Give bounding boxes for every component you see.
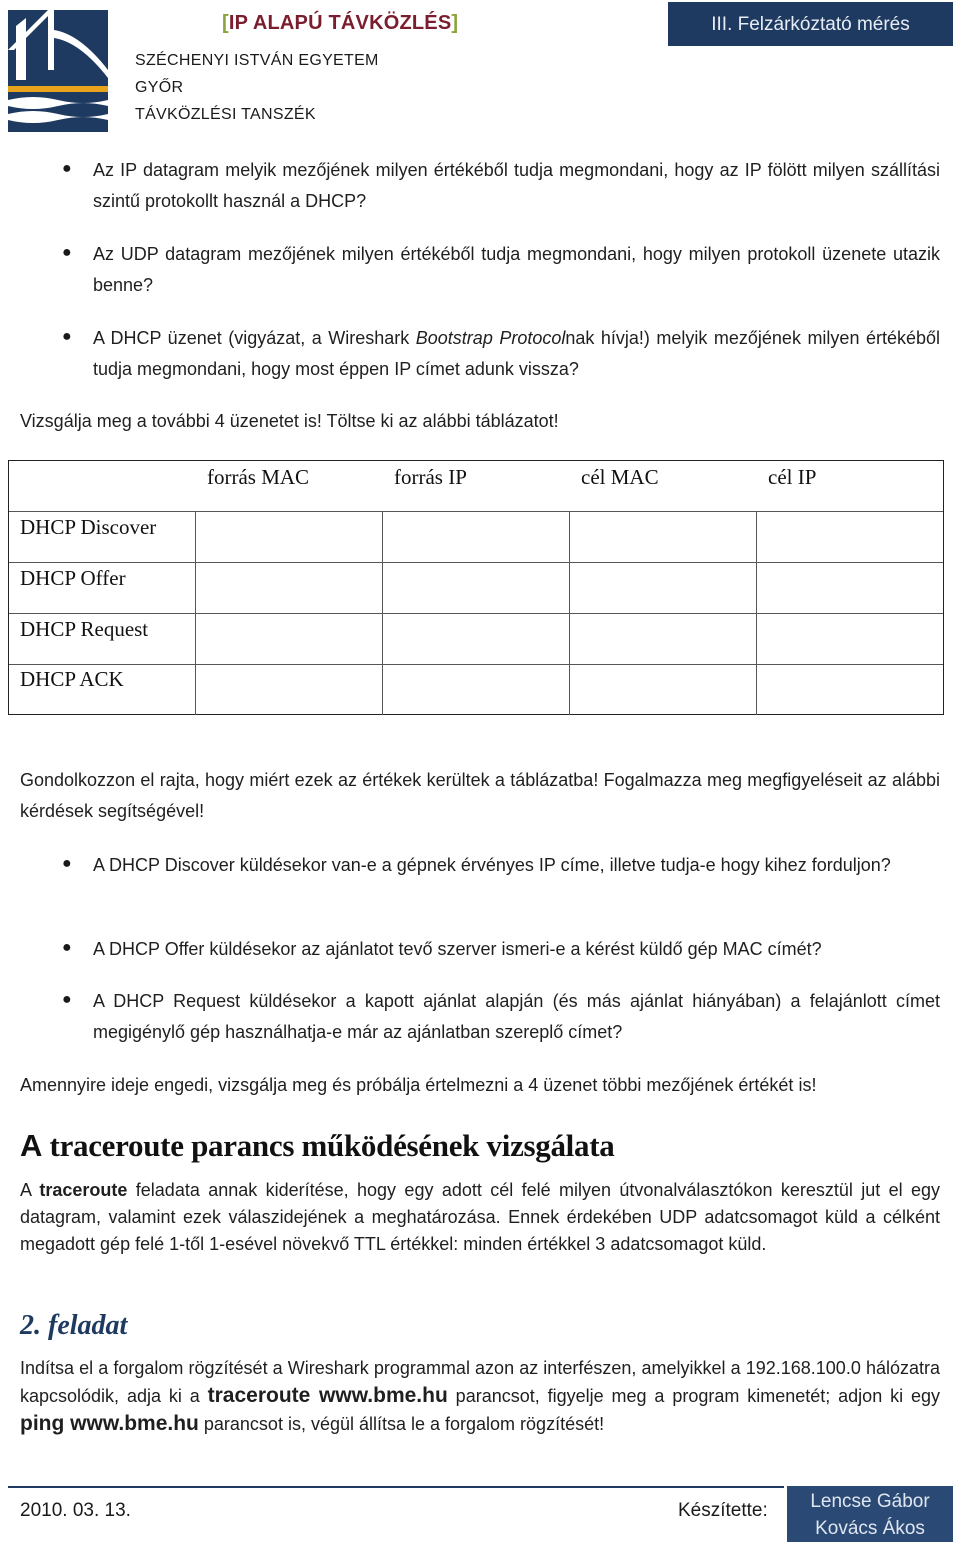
bullet-icon: ●: [62, 991, 72, 1008]
table-row-divider: [9, 613, 943, 614]
footer-authors: [787, 1486, 953, 1542]
table-header-dst-ip: cél IP: [768, 465, 817, 489]
question-offer: A DHCP Offer küldésekor az ajánlatot tevő szerver ismeri-e a kérést küldő gép MAC címét?: [93, 939, 822, 959]
command-traceroute: traceroute www.bme.hu: [207, 1384, 448, 1407]
table-row-label: DHCP Discover: [20, 515, 157, 539]
task-paragraph: Indítsa el a forgalom rögzítését a Wireshark programmal azon az interfészen, amelyikkel a 192.168.100.0 hálózatra kapcsolódik, adja ki a traceroute www.bme.hu parancsot, figyelje meg a program kimenetét; adjon ki egy ping www.bme.hu parancsot is, végül állítsa le a forgalom rögzítését!: [20, 1358, 940, 1435]
bullet-icon: ●: [62, 328, 72, 345]
author-name: Kovács Ákos: [815, 1518, 925, 1539]
question-request: A DHCP Request küldésekor a kapott ajánlat alapján (és más ajánlat hiányában) a felajánlott címet megigénylő gép használhatja-e már az ajánlatban szereplő címet?: [93, 991, 940, 1042]
table-row-label: DHCP Offer: [20, 566, 126, 590]
table-row-label: DHCP ACK: [20, 667, 124, 691]
table-header-src-ip: forrás IP: [394, 465, 467, 489]
question-dhcp-field: A DHCP üzenet (vigyázat, a Wireshark Bootstrap Protocolnak hívja!) melyik mezőjének milyen értékéből tudja megmondani, hogy most éppen IP címet adunk vissza?: [93, 328, 941, 379]
command-ping: ping www.bme.hu: [20, 1412, 199, 1435]
department-name: TÁVKÖZLÉSI TANSZÉK: [135, 106, 316, 123]
university-logo-icon: [8, 10, 108, 132]
question-udp-port: Az UDP datagram mezőjének milyen értékéből tudja megmondani, hogy milyen protokoll üzenete utazik benne?: [93, 244, 940, 295]
table-row-divider: [9, 511, 943, 512]
table-col-divider: [195, 511, 196, 715]
table-row-label: DHCP Request: [20, 617, 149, 641]
traceroute-paragraph: A traceroute feladata annak kiderítése, hogy egy adott cél felé milyen útvonalválasztókon keresztül jut el egy datagram, valamint ezek válaszidejének a meghatározása. Ennek érdekében UDP adatcsomagot küld a célként megadott gép felé 1-től 1-esével növekvő TTL értékkel: minden értékkel 3 adatcsomagot küld.: [20, 1180, 941, 1254]
lab-badge: III. Felzárkóztató mérés: [668, 2, 953, 46]
dhcp-table: [8, 460, 944, 715]
bullet-icon: ●: [62, 244, 72, 261]
bullet-icon: ●: [62, 160, 72, 177]
footer-divider: [8, 1486, 784, 1488]
section-heading: A traceroute parancs működésének vizsgálata: [20, 1128, 615, 1163]
table-row-divider: [9, 664, 943, 665]
footer-date: 2010. 03. 13.: [20, 1500, 131, 1521]
university-city: GYŐR: [135, 79, 184, 96]
question-discover: A DHCP Discover küldésekor van-e a gépnek érvényes IP címe, illetve tudja-e hogy kihez forduljon?: [93, 855, 891, 875]
table-col-divider: [382, 511, 383, 715]
table-col-divider: [569, 511, 570, 715]
table-col-divider: [756, 511, 757, 715]
table-row-divider: [9, 562, 943, 563]
author-name: Lencse Gábor: [810, 1491, 930, 1512]
footer-made-by: Készítette:: [678, 1500, 768, 1521]
bullet-icon: ●: [62, 855, 72, 872]
table-instruction: Vizsgálja meg a további 4 üzenetet is! Töltse ki az alábbi táblázatot!: [20, 411, 559, 431]
table-header-src-mac: forrás MAC: [207, 465, 310, 489]
question-ip-protocol: Az IP datagram melyik mezőjének milyen értékéből tudja megmondani, hogy az IP fölött milyen szállítási szintű protokollt használ a DHCP?: [93, 160, 940, 211]
table-header-dst-mac: cél MAC: [581, 465, 659, 489]
think-paragraph: Gondolkozzon el rajta, hogy miért ezek az értékek kerültek a táblázatba! Fogalmazza meg megfigyeléseit az alábbi kérdések segítségével!: [20, 770, 940, 821]
university-name: SZÉCHENYI ISTVÁN EGYETEM: [135, 52, 379, 69]
header-title: [IP ALAPÚ TÁVKÖZLÉS]: [222, 12, 459, 34]
extra-paragraph: Amennyire ideje engedi, vizsgálja meg és próbálja értelmezni a 4 üzenet többi mezőjének értékét is!: [20, 1075, 817, 1095]
bullet-icon: ●: [62, 939, 72, 956]
task-heading: 2. feladat: [20, 1310, 128, 1341]
